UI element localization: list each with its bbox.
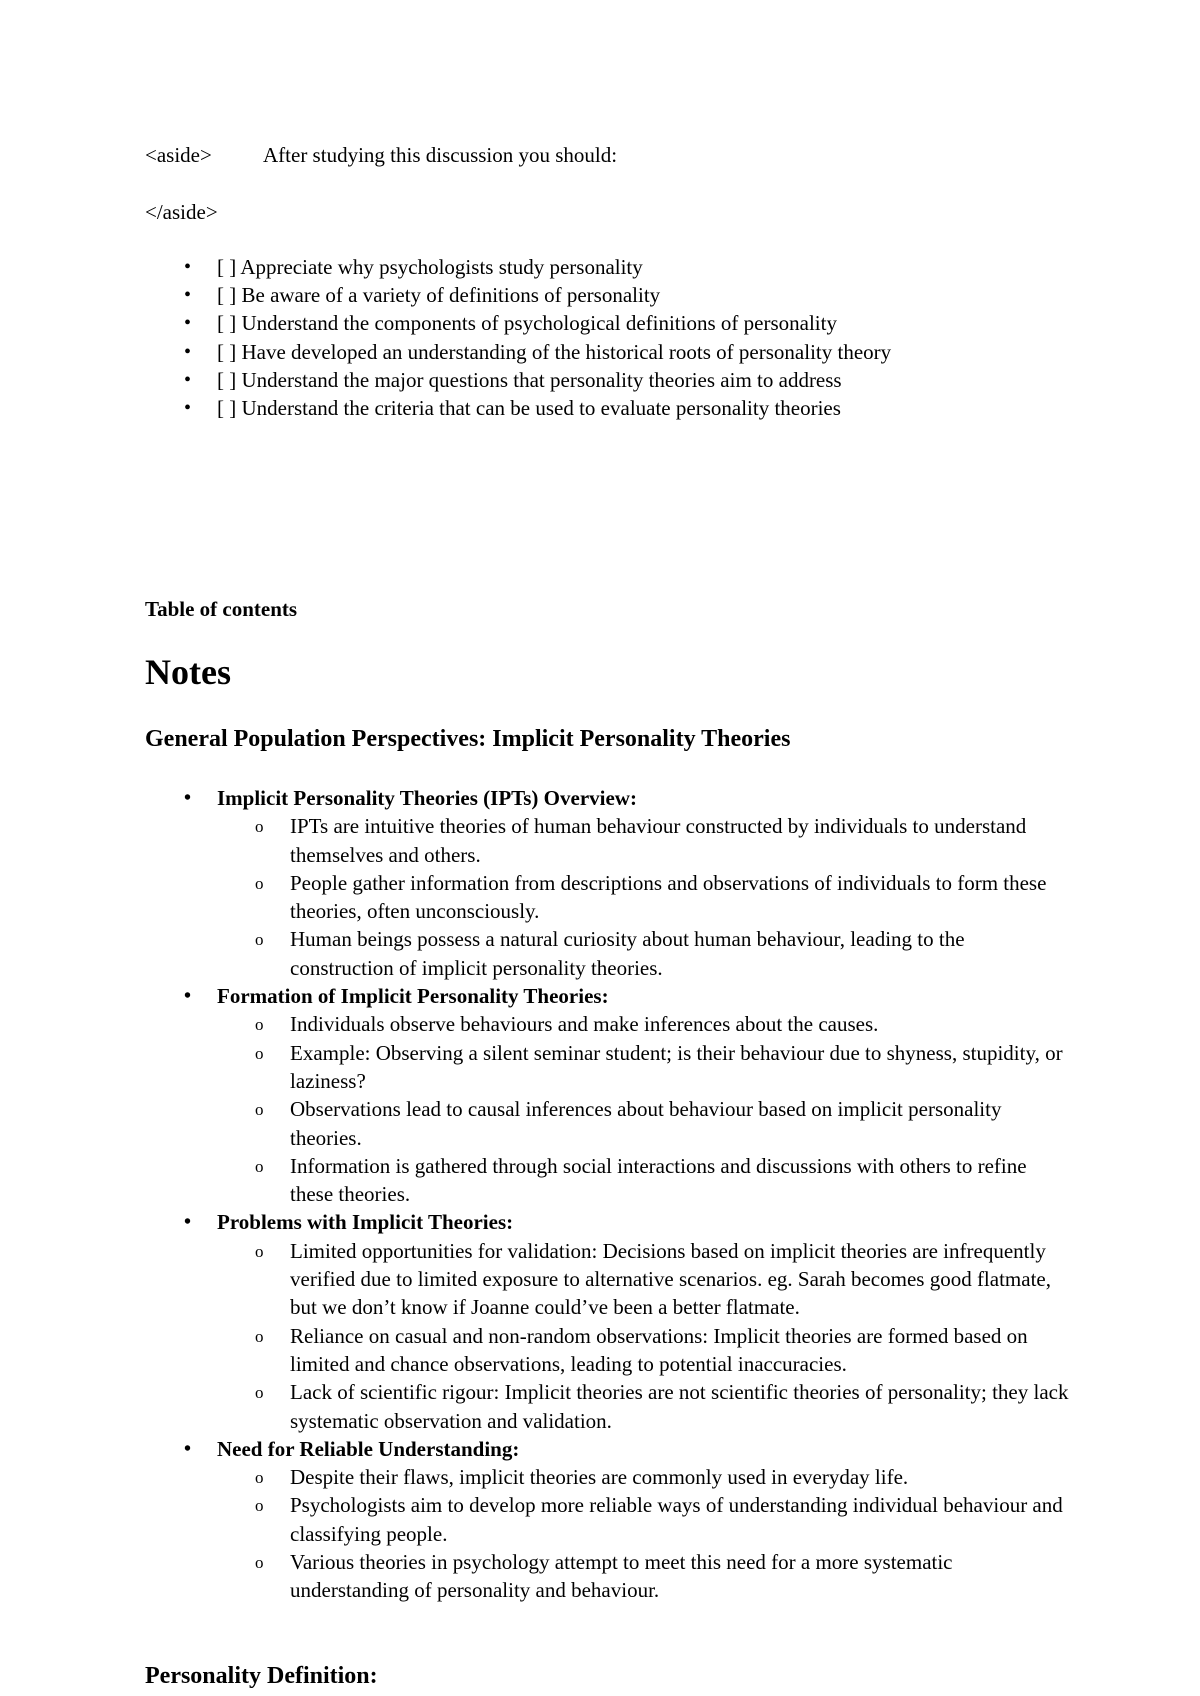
list-item xyxy=(145,1237,1070,1322)
objective-item xyxy=(145,253,891,281)
section-title-text: Formation of Implicit Personality Theories: xyxy=(217,984,609,1009)
aside-open-tag: <aside> xyxy=(145,143,212,167)
table-of-contents-label: Table of contents xyxy=(145,597,298,621)
circle-bullet-icon: o xyxy=(255,1241,264,1261)
circle-bullet-icon: o xyxy=(255,1326,264,1346)
list-item-text: Observations lead to causal inferences about behaviour based on implicit personality theories. xyxy=(290,1097,1002,1150)
list-item-text: Psychologists aim to develop more reliable ways of understanding individual behaviour and classifying people. xyxy=(290,1493,1063,1546)
notes-section xyxy=(145,784,1095,982)
list-item-text: Despite their flaws, implicit theories are commonly used in everyday life. xyxy=(290,1465,909,1490)
circle-bullet-icon: o xyxy=(255,1156,264,1176)
personality-definition-heading: Personality Definition: xyxy=(145,1663,378,1689)
list-item xyxy=(145,1463,1070,1491)
bullet-icon: • xyxy=(184,397,192,420)
objective-item xyxy=(145,394,891,422)
list-item xyxy=(145,1378,1070,1435)
list-item-text: IPTs are intuitive theories of human behaviour constructed by individuals to understand themselves and others. xyxy=(290,814,1027,867)
circle-bullet-icon: o xyxy=(255,1015,264,1035)
objective-item xyxy=(145,338,891,366)
list-item xyxy=(145,1548,1070,1605)
objective-text: [ ] Understand the major questions that personality theories aim to address xyxy=(217,367,842,392)
list-item-text: Various theories in psychology attempt to meet this need for a more systematic understanding of personality and behaviour. xyxy=(290,1550,953,1603)
bullet-icon: • xyxy=(184,256,192,278)
bullet-icon: • xyxy=(184,340,192,363)
list-item xyxy=(145,1010,1070,1038)
section-title-text: Implicit Personality Theories (IPTs) Overview: xyxy=(217,786,637,810)
section-title xyxy=(145,982,1095,1010)
objective-item xyxy=(145,366,891,394)
aside-close-tag: </aside> xyxy=(145,200,218,224)
section-items xyxy=(145,1010,1095,1208)
list-item xyxy=(145,1039,1070,1096)
list-item-text: People gather information from descriptions and observations of individuals to form these theories, often unconsciously. xyxy=(290,870,1047,924)
circle-bullet-icon: o xyxy=(255,1043,264,1063)
learning-objectives-list xyxy=(145,253,891,422)
objective-text: [ ] Have developed an understanding of the historical roots of personality theory xyxy=(217,339,892,364)
section-title-text: Problems with Implicit Theories: xyxy=(217,1210,514,1235)
list-item-text: Human beings possess a natural curiosity about human behaviour, leading to the construction of implicit personality theories. xyxy=(290,927,965,980)
list-item-text: Example: Observing a silent seminar student; is their behaviour due to shyness, stupidity, or laziness? xyxy=(290,1040,1063,1093)
aside-intro-text: After studying this discussion you should: xyxy=(263,143,618,167)
notes-section xyxy=(145,982,1095,1208)
bullet-icon: • xyxy=(184,312,192,335)
section-title xyxy=(145,784,1095,812)
circle-bullet-icon: o xyxy=(255,1468,264,1488)
circle-bullet-icon: o xyxy=(255,817,264,837)
list-item-text: Limited opportunities for validation: Decisions based on implicit theories are infrequently verified due to limited exposure to alternative scenarios. eg. Sarah becomes good flatmate, but we don’t know if Joanne could’ve been a better flatmate. xyxy=(290,1238,1051,1320)
bullet-icon: • xyxy=(184,1211,192,1234)
notes-section xyxy=(145,1435,1095,1605)
bullet-icon: • xyxy=(184,368,192,391)
notes-heading: Notes xyxy=(145,652,231,692)
circle-bullet-icon: o xyxy=(255,1496,264,1516)
bullet-icon: • xyxy=(184,985,192,1008)
aside-open-line xyxy=(145,140,617,170)
circle-bullet-icon: o xyxy=(255,1383,264,1403)
section-items xyxy=(145,1463,1095,1604)
objective-item xyxy=(145,281,891,309)
list-item-text: Individuals observe behaviours and make inferences about the causes. xyxy=(290,1012,879,1037)
section-title xyxy=(145,1208,1095,1236)
objective-item xyxy=(145,309,891,337)
list-item xyxy=(145,1095,1070,1152)
section-title xyxy=(145,1435,1095,1463)
list-item xyxy=(145,812,1070,869)
list-item xyxy=(145,1491,1070,1548)
objective-text: [ ] Be aware of a variety of definitions of personality xyxy=(217,283,661,308)
section-title-text: Need for Reliable Understanding: xyxy=(217,1436,520,1461)
circle-bullet-icon: o xyxy=(255,1553,264,1573)
notes-section xyxy=(145,1208,1095,1434)
list-item xyxy=(145,869,1070,926)
objective-text: [ ] Understand the components of psychological definitions of personality xyxy=(217,311,837,336)
bullet-icon: • xyxy=(184,787,192,809)
list-item xyxy=(145,1322,1070,1379)
list-item xyxy=(145,1152,1070,1209)
section-heading: General Population Perspectives: Implicit Personality Theories xyxy=(145,726,791,752)
list-item-text: Lack of scientific rigour: Implicit theories are not scientific theories of personality; they lack systematic observation and validation. xyxy=(290,1380,1069,1433)
objective-text: [ ] Appreciate why psychologists study personality xyxy=(217,255,643,279)
section-items xyxy=(145,812,1095,982)
objective-text: [ ] Understand the criteria that can be used to evaluate personality theories xyxy=(217,396,841,421)
list-item-text: Information is gathered through social interactions and discussions with others to refine these theories. xyxy=(290,1153,1027,1207)
circle-bullet-icon: o xyxy=(255,930,264,950)
list-item-text: Reliance on casual and non-random observations: Implicit theories are formed based on limited and chance observations, leading to potential inaccuracies. xyxy=(290,1323,1028,1376)
bullet-icon: • xyxy=(184,1437,192,1460)
circle-bullet-icon: o xyxy=(255,873,264,893)
list-item xyxy=(145,925,1070,982)
circle-bullet-icon: o xyxy=(255,1100,264,1120)
bullet-icon: • xyxy=(184,284,192,307)
section-items xyxy=(145,1237,1095,1435)
notes-sections xyxy=(145,784,1095,1605)
